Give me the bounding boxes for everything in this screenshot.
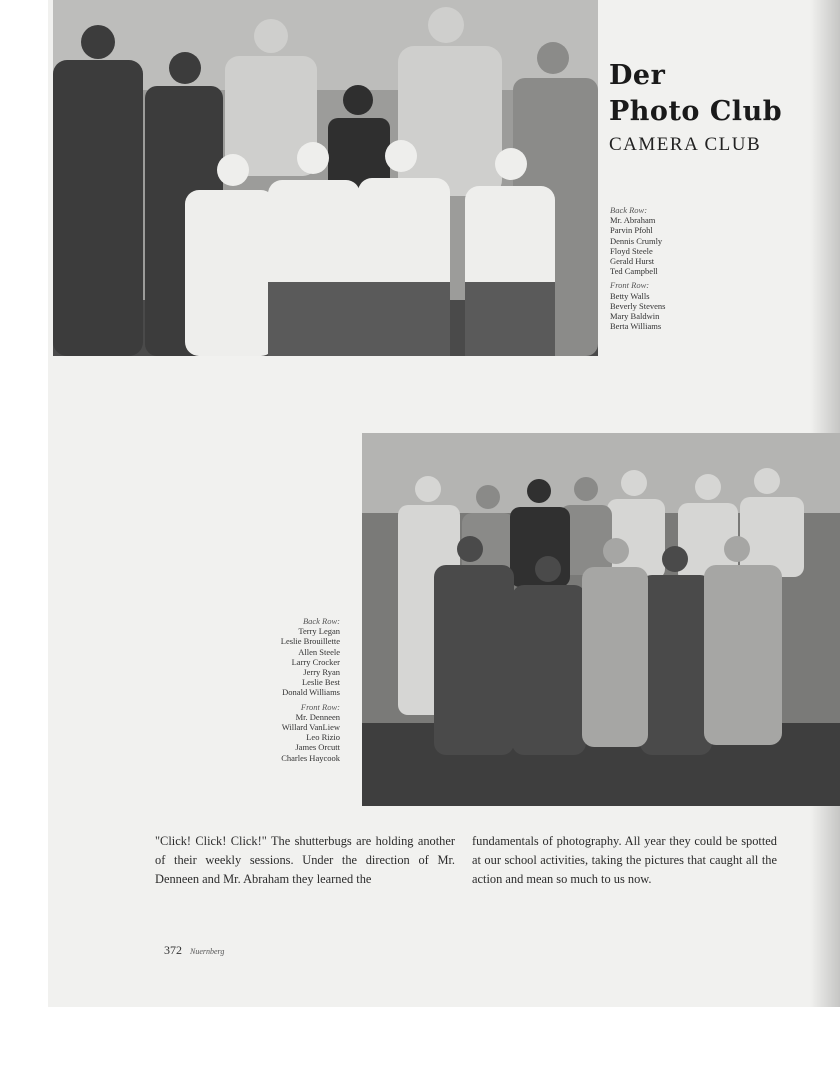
caption-name: Dennis Crumly (610, 235, 663, 246)
caption-name: James Orcutt (295, 742, 340, 753)
page-title-line-1: Der (609, 60, 666, 91)
caption-name: Beverly Stevens (610, 300, 666, 311)
caption-name: Mr. Denneen (295, 711, 340, 722)
back-row-label: Back Row: (302, 616, 340, 626)
page-number: 372 (164, 943, 182, 957)
page-subtitle: CAMERA CLUB (609, 134, 762, 155)
page-title-line-2: Photo Club (609, 96, 783, 127)
photo-club-group-photo (53, 0, 598, 356)
camera-club-group-photo (362, 433, 840, 806)
caption-name: Mary Baldwin (610, 311, 660, 322)
group-photo-illustration (53, 0, 598, 356)
caption-name: Donald Williams (282, 687, 340, 698)
publication-name: Nuernberg (190, 947, 225, 956)
caption-name: Leslie Best (301, 677, 340, 688)
bottom-photo-caption (250, 616, 340, 763)
caption-name: Willard VanLiew (281, 722, 340, 733)
back-row-label: Back Row: (610, 205, 648, 215)
caption-name: Floyd Steele (610, 245, 653, 256)
top-photo-caption (610, 205, 665, 331)
body-text-left-column: "Click! Click! Click!" The shutterbugs are holding another of their weekly sessions. Under the direction of Mr. Denneen and Mr. Abraham they learned the (155, 834, 455, 886)
page-folio (164, 943, 224, 958)
caption-name: Parvin Pfohl (610, 225, 653, 236)
group-photo-illustration (362, 433, 840, 806)
caption-name: Charles Haycook (281, 752, 340, 763)
caption-name: Leslie Brouillette (280, 636, 340, 647)
title-block (609, 58, 809, 156)
caption-name: Jerry Ryan (303, 667, 340, 678)
caption-name: Gerald Hurst (610, 256, 655, 267)
caption-name: Leo Rizio (306, 732, 340, 743)
caption-name: Larry Crocker (291, 656, 340, 667)
front-row-label: Front Row: (300, 701, 340, 712)
body-text-right-column: fundamentals of photography. All year they could be spotted at our school activities, taking the pictures that caught all the action and mean so much to us now. (472, 834, 777, 886)
caption-name: Allen Steele (298, 646, 340, 657)
caption-name: Terry Legan (298, 626, 340, 637)
caption-name: Betty Walls (610, 290, 650, 301)
caption-name: Berta Williams (610, 321, 662, 332)
front-row-label: Front Row: (610, 280, 650, 291)
caption-name: Ted Campbell (610, 266, 658, 277)
caption-name: Mr. Abraham (610, 215, 656, 226)
